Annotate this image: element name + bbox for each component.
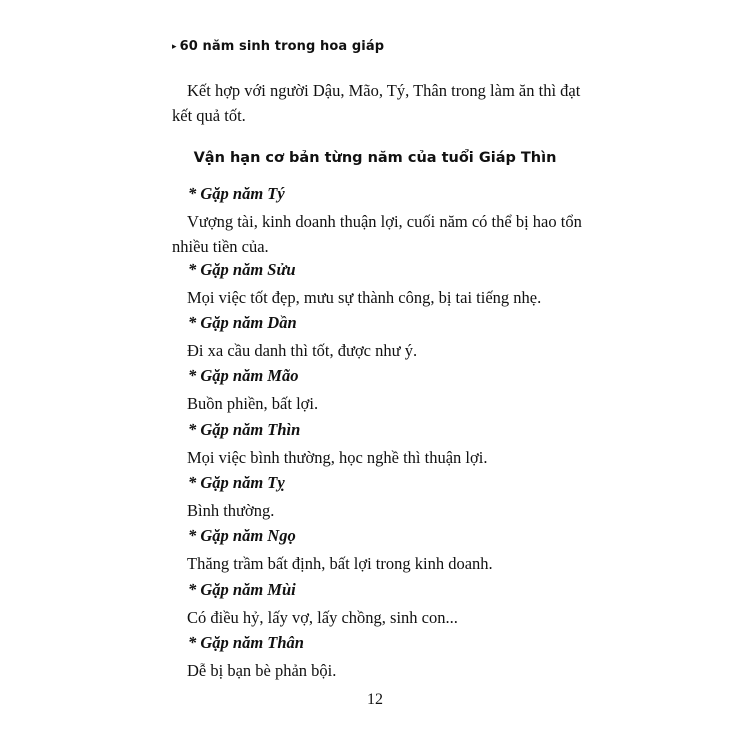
entry-heading: * Gặp năm Ngọ	[188, 526, 296, 545]
entry-text: Mọi việc bình thường, học nghề thì thuận lợi.	[187, 448, 488, 467]
entry-heading: * Gặp năm Thìn	[188, 420, 301, 439]
section-title: Vận hạn cơ bản từng năm của tuổi Giáp Thìn	[193, 150, 557, 166]
triangle-marker-icon: ▸	[172, 42, 177, 52]
entry-heading: * Gặp năm Thân	[188, 633, 304, 652]
entry-text: Dễ bị bạn bè phản bội.	[187, 661, 337, 680]
entry-heading: * Gặp năm Mùi	[188, 580, 296, 599]
running-title: 60 năm sinh trong hoa giáp	[179, 39, 385, 54]
entry-text: Mọi việc tốt đẹp, mưu sự thành công, bị tai tiếng nhẹ.	[187, 288, 542, 307]
entry-heading: * Gặp năm Tỵ	[188, 473, 285, 492]
entry-text: Buồn phiền, bất lợi.	[187, 394, 319, 413]
entry-heading: * Gặp năm Tý	[188, 184, 285, 203]
entry-heading: * Gặp năm Mão	[188, 366, 299, 385]
intro-paragraph: Kết hợp với người Dậu, Mão, Tý, Thân trong làm ăn thì đạt kết quả tốt.	[172, 81, 581, 125]
page-number: 12	[367, 691, 383, 708]
entry-text: Bình thường.	[187, 501, 275, 520]
entry-text: Có điều hỷ, lấy vợ, lấy chồng, sinh con...	[187, 608, 458, 627]
running-header	[172, 39, 384, 54]
entry-text: Thăng trầm bất định, bất lợi trong kinh doanh.	[187, 554, 493, 573]
entry-heading: * Gặp năm Dần	[188, 313, 297, 332]
entry-text: Đi xa cầu danh thì tốt, được như ý.	[187, 341, 418, 360]
entry-heading: * Gặp năm Sửu	[188, 260, 296, 279]
entry-text: Vượng tài, kinh doanh thuận lợi, cuối năm có thể bị hao tổn nhiều tiền của.	[172, 212, 582, 256]
